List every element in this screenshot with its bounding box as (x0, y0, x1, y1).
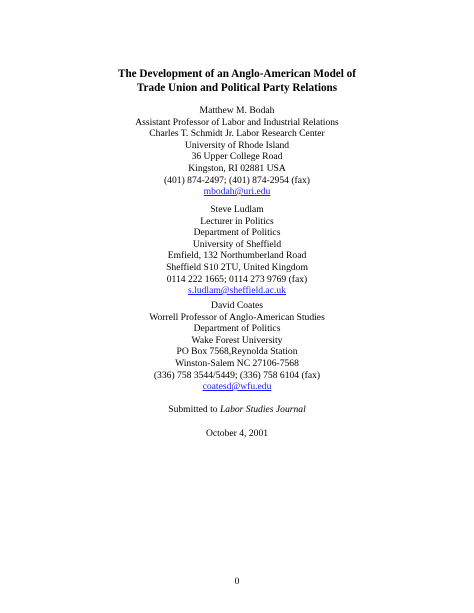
author-phone: (336) 758 3544/5449; (336) 758 6104 (fax) (153, 369, 321, 381)
author-block-coates (0, 300, 474, 393)
author-email-link[interactable]: mbodah@uri.edu (203, 186, 271, 198)
author-name: Matthew M. Bodah (199, 105, 275, 116)
page-number (0, 576, 474, 588)
author-email-link[interactable]: coatesd@wfu.edu (202, 381, 272, 393)
author-position: Assistant Professor of Labor and Industrial Relations (135, 116, 339, 128)
author-position: Lecturer in Politics (200, 215, 274, 227)
submission-prefix: Submitted to (168, 404, 220, 415)
date-text: October 4, 2001 (205, 428, 269, 439)
journal-name: Labor Studies Journal (219, 404, 306, 415)
author-address-street: 36 Upper College Road (191, 151, 283, 163)
author-address-street: PO Box 7568,Reynolda Station (176, 346, 298, 358)
author-name: David Coates (211, 300, 263, 311)
author-block-bodah (0, 105, 474, 198)
author-affiliation-center: Charles T. Schmidt Jr. Labor Research Center (149, 128, 325, 140)
author-position: Worrell Professor of Anglo-American Studies (149, 311, 325, 323)
author-affiliation-university: University of Sheffield (192, 238, 282, 250)
paper-title-line-1: The Development of an Anglo-American Model of (117, 68, 357, 80)
author-phone: (401) 874-2497; (401) 874-2954 (fax) (163, 174, 310, 186)
submission-note (0, 404, 474, 416)
submission-date (0, 428, 474, 440)
page-number-text: 0 (234, 576, 240, 587)
author-address-city: Winston-Salem NC 27106-7568 (175, 357, 299, 369)
author-address-street: Emfield, 132 Northumberland Road (167, 250, 307, 262)
author-name: Steve Ludlam (210, 204, 264, 215)
author-department: Department of Politics (193, 227, 281, 239)
author-department: Department of Politics (193, 323, 281, 335)
paper-title-line-2: Trade Union and Political Party Relations (136, 82, 338, 94)
author-address-city: Sheffield S10 2TU, United Kingdom (166, 261, 308, 273)
author-affiliation-university: Wake Forest University (191, 334, 283, 346)
author-block-ludlam (0, 204, 474, 297)
author-address-city: Kingston, RI 02881 USA (188, 162, 286, 174)
author-email-link[interactable]: s.ludlam@sheffield.ac.uk (188, 285, 286, 297)
author-affiliation-university: University of Rhode Island (184, 139, 290, 151)
author-phone: 0114 222 1665; 0114 273 9769 (fax) (166, 273, 308, 285)
